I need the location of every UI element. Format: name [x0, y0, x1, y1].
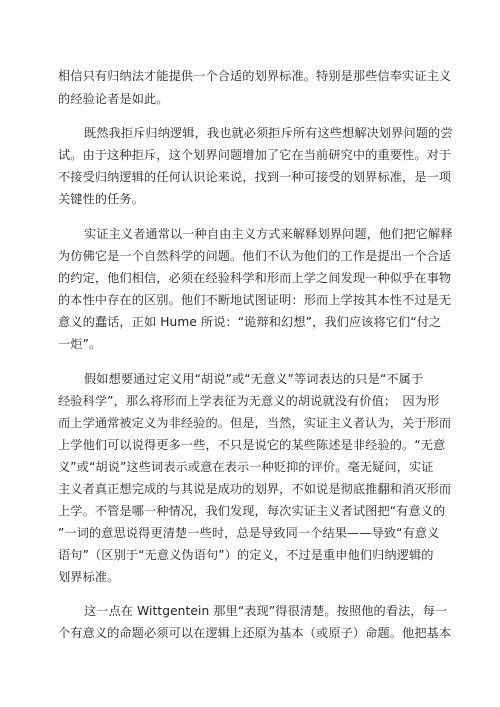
text-line: 相信只有归纳法才能提供一个合适的划界标准。特别是那些信奉实证主义	[58, 69, 452, 83]
text-line: 义”或“胡说”这些词表示或意在表示一种贬抑的评价。毫无疑问，实证	[58, 460, 434, 474]
text-line: 经验科学”，那么将形而上学表征为无意义的胡说就没有价值； 因为形	[58, 394, 440, 408]
text-line: 假如想要通过定义用“胡说”或“无意义”等词表达的只是“不属于	[84, 372, 424, 386]
text-line: 一炬”。	[58, 337, 102, 351]
text-line: 的约定，他们相信，必须在经验科学和形而上学之间发现一种似乎在事物	[58, 271, 452, 285]
text-line: 上学。不管是哪一种情况，我们发现，每次实证主义者试图把“有意义的	[58, 504, 446, 518]
text-line: 实证主义者通常以一种自由主义方式来解释划界问题，他们把它解释	[84, 227, 453, 241]
text-line: 关键性的任务。	[58, 192, 145, 206]
text-line: 而上学通常被定义为非经验的。但是，当然，实证主义者认为，关于形而	[58, 416, 452, 430]
text-line: 的本性中存在的区别。他们不断地试图证明：形而上学按其本性不过是无	[58, 293, 452, 307]
text-line: 语句”（区别于“无意义伪语句”）的定义，不过是重申他们归纳逻辑的	[58, 548, 434, 562]
text-line: 划界标准。	[58, 570, 120, 584]
text-line: 意义的蠢话，正如 Hume 所说：“诡辩和幻想”，我们应该将它们“付之	[58, 315, 442, 329]
text-line: 主义者真正想完成的与其说是成功的划界，不如说是彻底推翻和消灭形而	[58, 482, 452, 496]
text-line: 个有意义的命题必须可以在逻辑上还原为基本（或原子）命题。他把基本	[58, 626, 452, 640]
text-line: 上学他们可以说得更多一些，不只是说它的某些陈述是非经验的。“无意	[58, 438, 446, 452]
text-line: 为仿佛它是一个自然科学的问题。他们不认为他们的工作是提出一个合适	[58, 249, 452, 263]
text-line: ”一词的意思说得更清楚一些时，总是导致同一个结果——导致“有意义	[58, 526, 440, 540]
text-line: 既然我拒斥归纳逻辑，我也就必须拒斥所有这些想解决划界问题的尝	[84, 126, 453, 140]
text-line: 这一点在 Wittgentein 那里“表现”得很清楚。按照他的看法，每一	[84, 604, 448, 618]
text-line: 不接受归纳逻辑的任何认识论来说，找到一种可接受的划界标准，是一项	[58, 170, 452, 184]
text-line: 的经验论者是如此。	[58, 92, 169, 106]
text-line: 试。由于这种拒斥，这个划界问题增加了它在当前研究中的重要性。对于	[58, 148, 452, 162]
